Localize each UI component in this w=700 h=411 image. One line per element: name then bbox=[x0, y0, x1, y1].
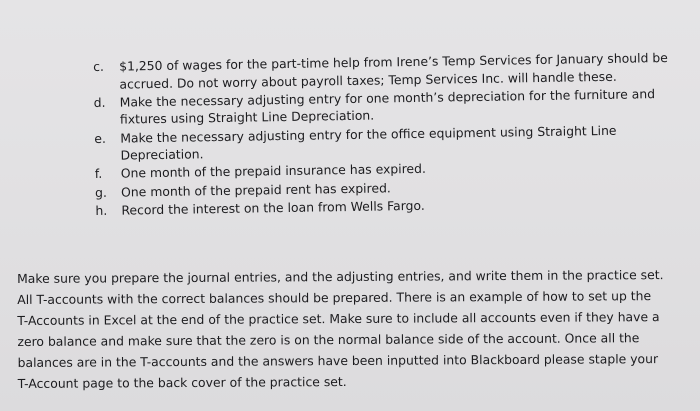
item-marker: h. bbox=[95, 202, 108, 218]
item-text-line: One month of the prepaid rent has expired. bbox=[120, 179, 391, 200]
item-marker: f. bbox=[94, 166, 103, 182]
item-text-line: $1,250 of wages for the part-time help from Irene’s Temp Services for January should be bbox=[119, 49, 668, 74]
paragraph-line: T-Account page to the back cover of the practice set. bbox=[17, 374, 347, 392]
paragraph-line: T-Accounts in Excel at the end of the practice set. Make sure to include all accounts even if they have a bbox=[17, 309, 660, 329]
item-text-line: accrued. Do not worry about payroll taxes; Temp Services Inc. will handle these. bbox=[119, 68, 617, 92]
instructions-paragraph bbox=[17, 264, 684, 395]
paragraph-line: zero balance and make sure that the zero is on the normal balance side of the account. Once all the bbox=[17, 330, 640, 350]
paragraph-line: balances are in the T-accounts and the answers have been inputted into Blackboard please staple your bbox=[17, 351, 659, 371]
item-text-line: Make the necessary adjusting entry for one month’s depreciation for the furniture and bbox=[119, 85, 656, 110]
item-marker: c. bbox=[93, 58, 105, 74]
item-marker: g. bbox=[94, 184, 108, 200]
item-text-line: fixtures using Straight Line Depreciation. bbox=[119, 107, 375, 127]
paragraph-line: Make sure you prepare the journal entries, and the adjusting entries, and write them in the practice set. bbox=[17, 267, 664, 286]
item-text-line: Make the necessary adjusting entry for the office equipment using Straight Line bbox=[120, 122, 617, 146]
paragraph-line: All T-accounts with the correct balances should be prepared. There is an example of how to set up the bbox=[17, 288, 652, 308]
item-marker: e. bbox=[94, 130, 106, 146]
item-marker: d. bbox=[93, 94, 106, 110]
instruction-list bbox=[93, 49, 685, 220]
item-text-line: One month of the prepaid insurance has expired. bbox=[120, 161, 427, 181]
item-text-line: Record the interest on the loan from Wells Fargo. bbox=[121, 197, 425, 218]
item-text-line: Depreciation. bbox=[120, 146, 204, 163]
